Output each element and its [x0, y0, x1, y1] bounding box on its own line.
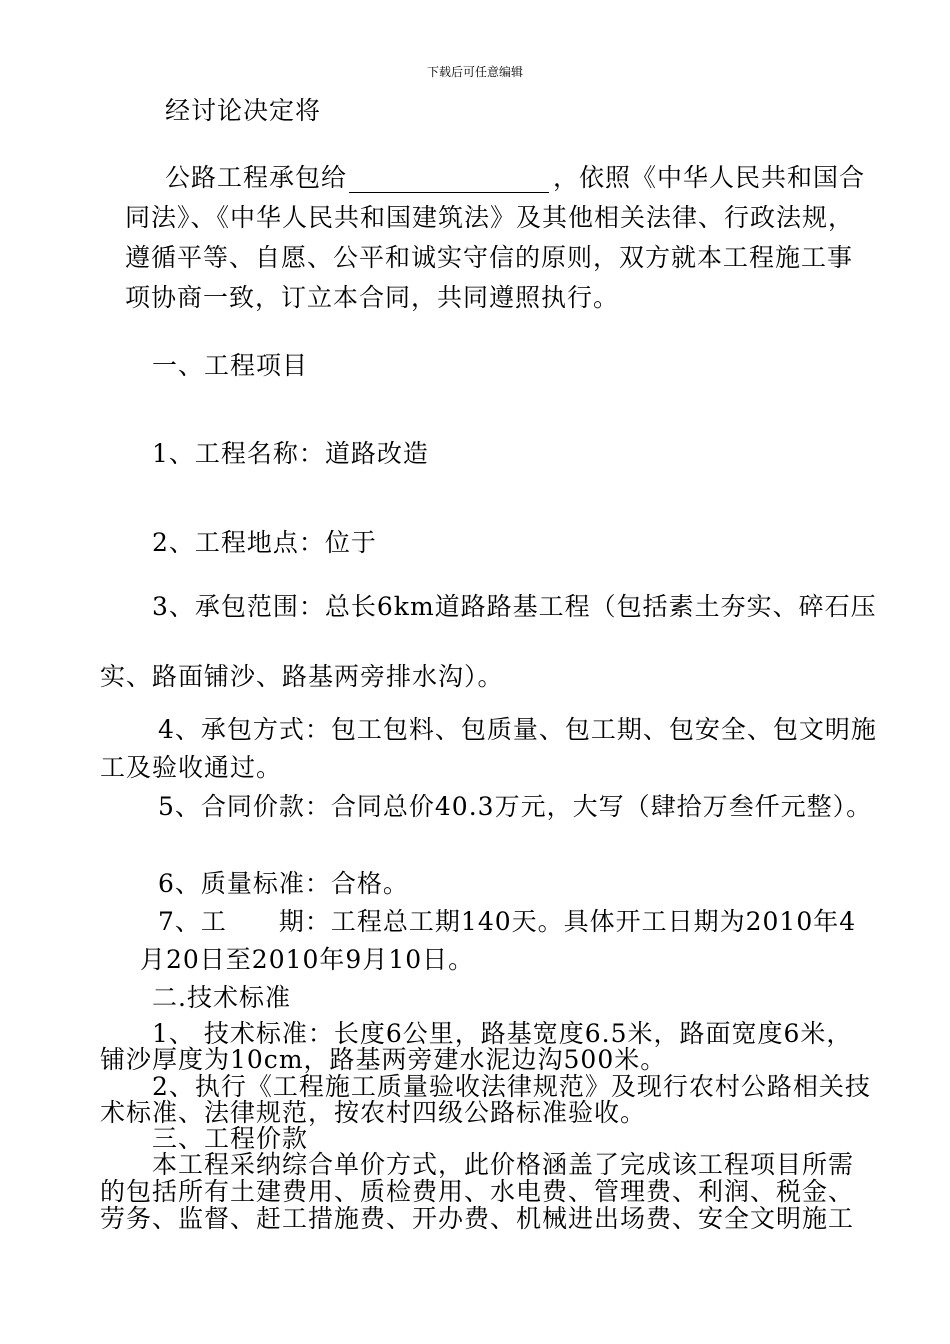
price-paragraph-line-3: 劳务、监督、赶工措施费、开办费、机械进出场费、安全文明施工 [100, 1204, 855, 1233]
item-contract-method-continued: 工及验收通过。 [100, 753, 283, 782]
item-scope-continued: 实、路面铺沙、路基两旁排水沟）。 [100, 662, 504, 691]
tech-item-1: 1、 技术标准：长度6公里，路基宽度6.5米，路面宽度6米， [152, 1019, 853, 1048]
item-construction-period [158, 907, 856, 937]
page-header: 下载后可任意编辑 [426, 65, 523, 79]
contract-basis-text: ，依照《中华人民共和国合 [553, 163, 866, 192]
period-text: 期：工程总工期140天。具体开工日期为2010年4 [278, 907, 857, 936]
tech-item-1-continued: 铺沙厚度为10cm，路基两旁建水泥边沟500米。 [100, 1045, 667, 1074]
contractor-label: 公路工程承包给 [165, 163, 348, 192]
item-project-name: 1、工程名称：道路改造 [152, 439, 429, 468]
section-heading-technical: 二.技术标准 [152, 983, 291, 1012]
price-paragraph-line-2: 的包括所有土建费用、质检费用、水电费、管理费、利润、税金、 [100, 1177, 855, 1206]
tech-item-2: 2、执行《工程施工质量验收法律规范》及现行农村公路相关技 [152, 1072, 871, 1101]
text-line-agreement: 项协商一致，订立本合同，共同遵照执行。 [125, 283, 620, 312]
period-label-part1: 7、工 [158, 907, 227, 936]
item-contract-method: 4、承包方式：包工包料、包质量、包工期、包安全、包文明施 [158, 715, 877, 744]
text-line-decision: 经讨论决定将 [165, 96, 322, 125]
section-heading-price: 三、工程价款 [152, 1124, 309, 1153]
item-quality-standard: 6、质量标准：合格。 [158, 869, 409, 898]
item-scope: 3、承包范围：总长6km道路路基工程（包括素土夯实、碎石压 [152, 592, 877, 621]
item-contract-price: 5、合同价款：合同总价40.3万元，大写（肆拾万叁仟元整）。 [158, 792, 873, 821]
text-line-contractor [165, 163, 865, 193]
section-heading-project: 一、工程项目 [152, 351, 309, 380]
item-project-location: 2、工程地点：位于 [152, 528, 377, 557]
tech-item-2-continued: 术标准、法律规范，按农村四级公路标准验收。 [100, 1098, 647, 1127]
price-paragraph-line-1: 本工程采纳综合单价方式，此价格涵盖了完成该工程项目所需 [152, 1150, 855, 1179]
text-line-laws: 同法》、《中华人民共和国建筑法》及其他相关法律、行政法规， [125, 203, 855, 232]
contractor-name-blank [349, 168, 549, 193]
text-line-principles: 遵循平等、自愿、公平和诚实守信的原则，双方就本工程施工事 [125, 243, 854, 272]
item-construction-period-continued: 月20日至2010年9月10日。 [140, 945, 475, 974]
